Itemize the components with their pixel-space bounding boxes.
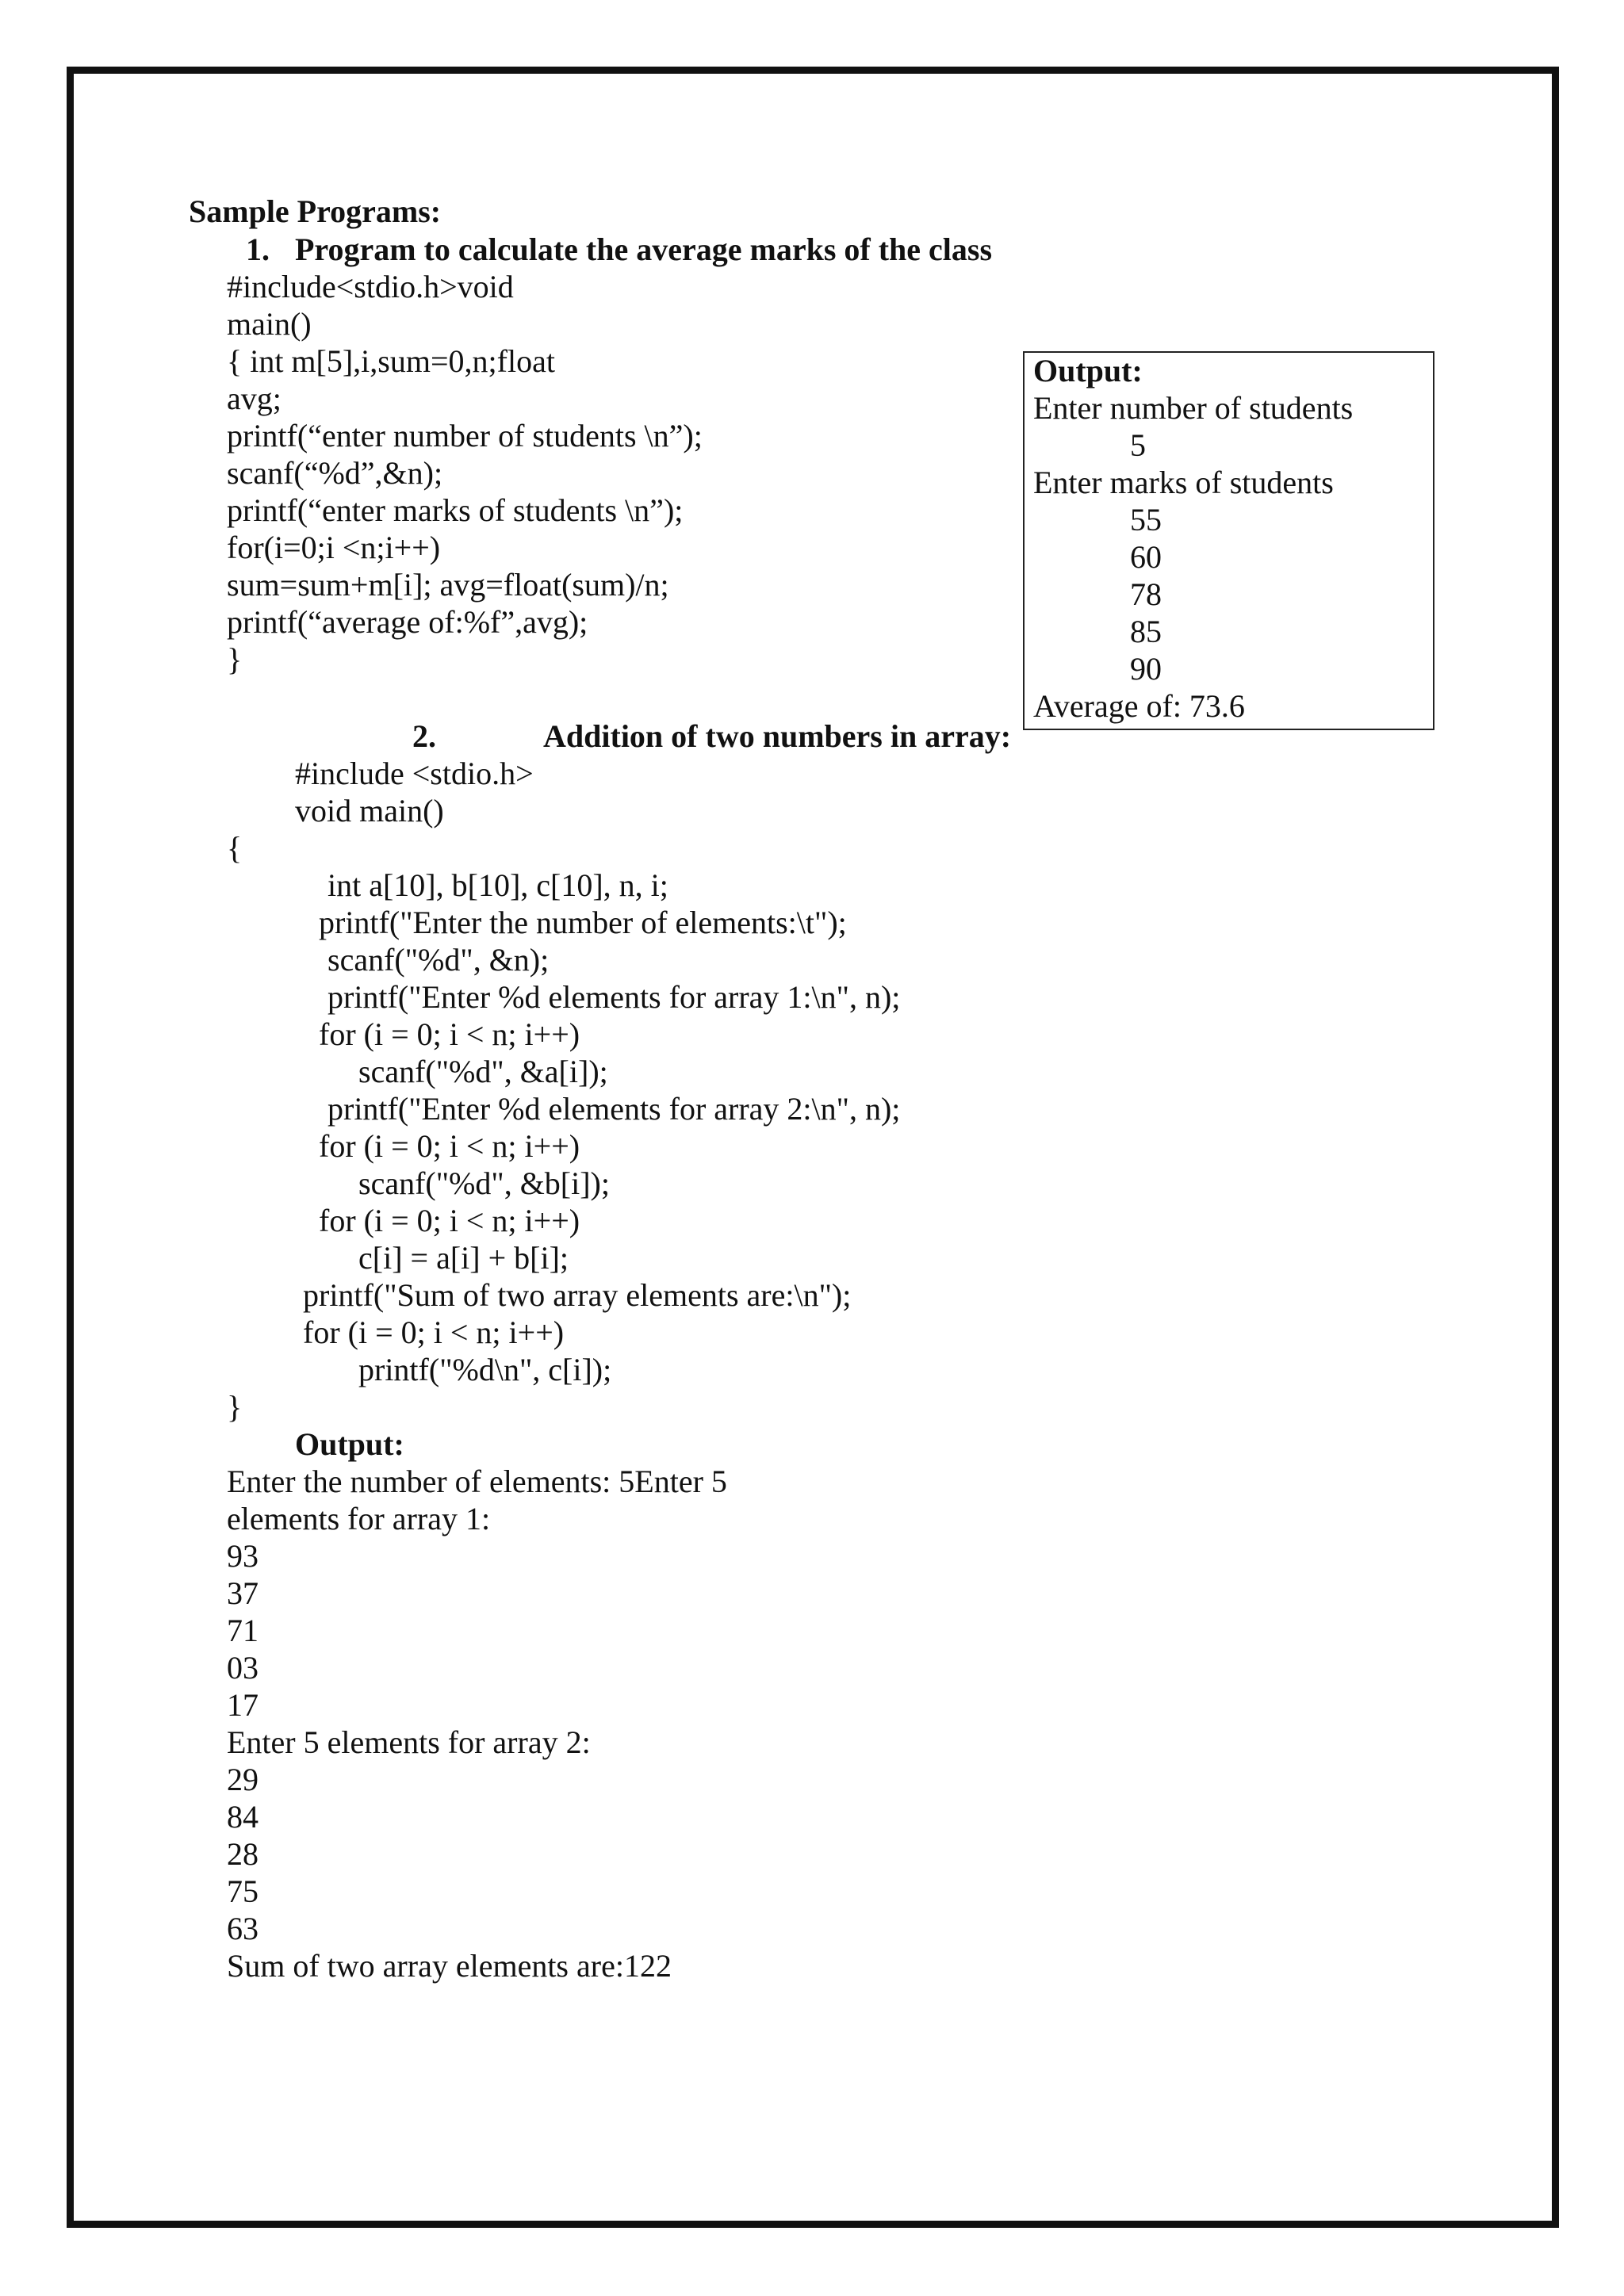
code-line: scanf("%d", &a[i]); [358, 1054, 608, 1089]
code-line: int a[10], b[10], c[10], n, i; [327, 867, 668, 903]
output-line: elements for array 1: [227, 1501, 491, 1536]
output-line: Enter 5 elements for array 2: [227, 1724, 591, 1760]
output-line: 93 [227, 1538, 259, 1574]
code-line: } [227, 641, 243, 677]
code-line: for(i=0;i <n;i++) [227, 530, 441, 565]
code-line: printf("Sum of two array elements are:\n"); [303, 1277, 852, 1313]
output-line: 75 [227, 1873, 259, 1909]
code-line: #include<stdio.h>void [227, 269, 514, 304]
code-line: { int m[5],i,sum=0,n;float [227, 343, 555, 379]
code-line: printf("Enter the number of elements:\t"); [319, 905, 847, 940]
code-line: c[i] = a[i] + b[i]; [358, 1240, 569, 1276]
output-line: 84 [227, 1799, 259, 1835]
code-line: sum=sum+m[i]; avg=float(sum)/n; [227, 567, 669, 603]
output-line: 63 [227, 1911, 259, 1946]
code-line: for (i = 0; i < n; i++) [319, 1128, 580, 1164]
code-line: printf("%d\n", c[i]); [358, 1352, 612, 1387]
output-line: Enter the number of elements: 5Enter 5 [227, 1464, 727, 1499]
program1-number: 1. [246, 232, 270, 267]
code-line: avg; [227, 381, 282, 416]
output-line: Average of: 73.6 [1033, 688, 1245, 724]
code-line: main() [227, 306, 312, 342]
output-line: 60 [1130, 539, 1162, 575]
code-line: scanf("%d", &b[i]); [358, 1165, 610, 1201]
code-line: printf("Enter %d elements for array 2:\n", n); [327, 1091, 901, 1127]
program2-title: Addition of two numbers in array: [543, 718, 1012, 754]
output-line: Sum of two array elements are:122 [227, 1948, 672, 1984]
code-line: scanf(“%d”,&n); [227, 455, 443, 491]
output-line: 5 [1130, 427, 1146, 463]
output-line: 90 [1130, 651, 1162, 687]
code-line: #include <stdio.h> [295, 756, 534, 791]
code-line: printf(“enter marks of students \n”); [227, 492, 684, 528]
program1-output-heading: Output: [1033, 353, 1143, 388]
output-line: 85 [1130, 614, 1162, 649]
output-line: 37 [227, 1575, 259, 1611]
section-title: Sample Programs: [189, 193, 442, 229]
code-line: { [227, 830, 243, 866]
program2-number: 2. [412, 718, 436, 754]
code-line: printf(“average of:%f”,avg); [227, 604, 588, 640]
program1-title: Program to calculate the average marks of the class [295, 232, 993, 267]
code-line: } [227, 1389, 243, 1425]
output-line: Enter marks of students [1033, 465, 1334, 500]
output-line: 71 [227, 1613, 259, 1648]
program2-output-heading: Output: [295, 1426, 404, 1462]
output-line: 29 [227, 1762, 259, 1797]
code-line: printf("Enter %d elements for array 1:\n", n); [327, 979, 901, 1015]
code-line: printf(“enter number of students \n”); [227, 418, 703, 453]
code-line: for (i = 0; i < n; i++) [319, 1016, 580, 1052]
output-line: 28 [227, 1836, 259, 1872]
output-line: 03 [227, 1650, 259, 1686]
output-line: 55 [1130, 502, 1162, 538]
code-line: for (i = 0; i < n; i++) [319, 1203, 580, 1238]
output-line: Enter number of students [1033, 390, 1354, 426]
output-line: 17 [227, 1687, 259, 1723]
code-line: scanf("%d", &n); [327, 942, 550, 978]
output-line: 78 [1130, 576, 1162, 612]
code-line: for (i = 0; i < n; i++) [303, 1314, 565, 1350]
code-line: void main() [295, 793, 444, 828]
